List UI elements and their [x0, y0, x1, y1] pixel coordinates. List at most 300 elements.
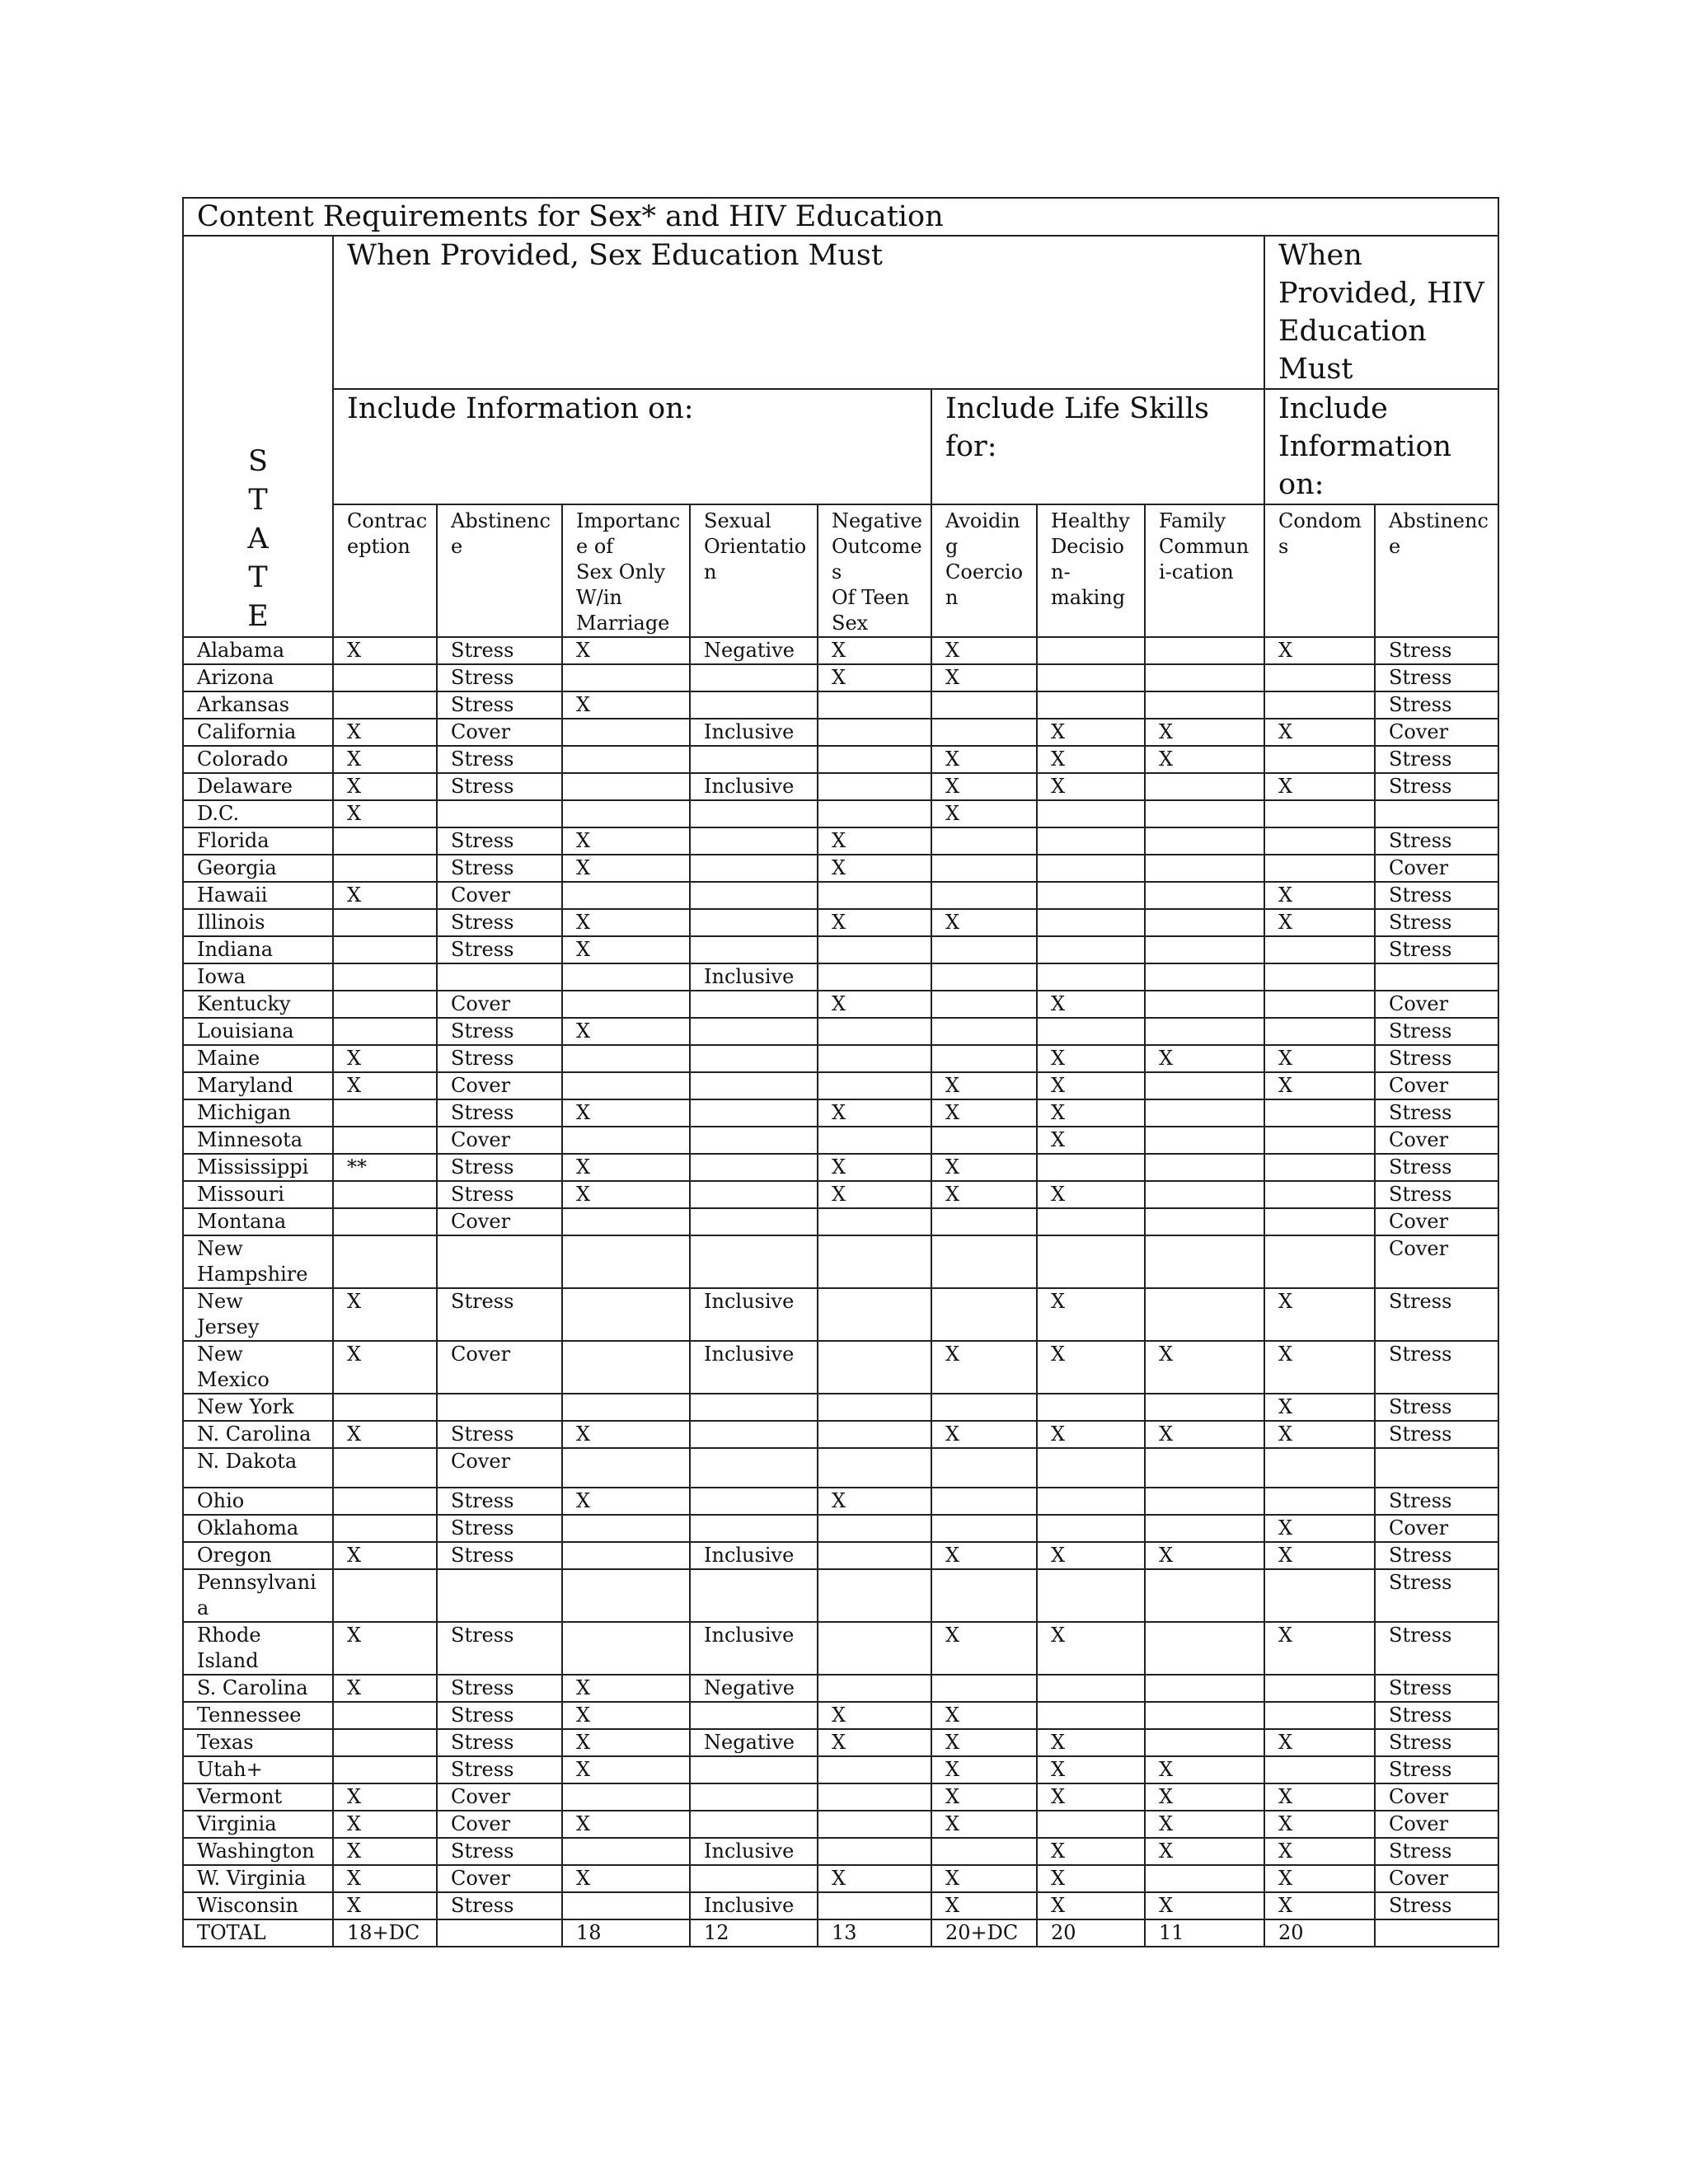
column-header-text: s — [832, 560, 842, 583]
cell-importance-of-sex-only-in-marriage — [562, 1448, 690, 1488]
cell-healthy-decision-making — [1037, 1811, 1145, 1838]
cell-importance-of-sex-only-in-marriage — [562, 746, 690, 773]
include-information-header: Include Information on: — [333, 389, 931, 504]
total-avoiding-coercion: 20+DC — [931, 1919, 1037, 1947]
cell-contraception: X — [333, 1072, 437, 1099]
table-row — [183, 963, 1498, 991]
cell-contraception: X — [333, 1288, 437, 1341]
cell-hiv-abstinence: Stress — [1375, 1018, 1498, 1045]
cell-hiv-abstinence: Stress — [1375, 882, 1498, 909]
cell-contraception: X — [333, 1045, 437, 1072]
cell-avoiding-coercion — [931, 882, 1037, 909]
column-header-text: n — [945, 586, 959, 609]
total-family-communication: 11 — [1145, 1919, 1264, 1947]
state-name — [183, 746, 333, 773]
cell-importance-of-sex-only-in-marriage — [562, 1127, 690, 1154]
cell-family-communication — [1145, 664, 1264, 691]
cell-avoiding-coercion — [931, 719, 1037, 746]
cell-contraception: X — [333, 773, 437, 800]
cell-sexual-orientation: Negative — [690, 637, 818, 664]
total-condoms: 20 — [1264, 1919, 1375, 1947]
cell-healthy-decision-making: X — [1037, 1045, 1145, 1072]
cell-contraception: X — [333, 1811, 437, 1838]
cell-abstinence: Cover — [437, 1865, 562, 1892]
column-header-avoiding-coercion — [931, 504, 1037, 637]
state-name-text: Tennessee — [197, 1704, 302, 1727]
column-header-negative-outcomes-of-teen-sex — [818, 504, 931, 637]
state-name — [183, 1892, 333, 1919]
cell-sexual-orientation — [690, 1421, 818, 1448]
cell-importance-of-sex-only-in-marriage: X — [562, 1099, 690, 1127]
cell-sexual-orientation — [690, 991, 818, 1018]
cell-healthy-decision-making: X — [1037, 1892, 1145, 1919]
cell-sexual-orientation — [690, 1569, 818, 1622]
cell-hiv-abstinence — [1375, 1448, 1498, 1488]
cell-healthy-decision-making — [1037, 1154, 1145, 1181]
cell-contraception — [333, 1127, 437, 1154]
cell-avoiding-coercion: X — [931, 664, 1037, 691]
state-name — [183, 882, 333, 909]
cell-hiv-abstinence: Stress — [1375, 1421, 1498, 1448]
cell-contraception — [333, 1729, 437, 1756]
cell-sexual-orientation: Inclusive — [690, 719, 818, 746]
cell-condoms — [1264, 1154, 1375, 1181]
cell-abstinence — [437, 963, 562, 991]
state-name-text: California — [197, 720, 297, 743]
cell-contraception: X — [333, 637, 437, 664]
cell-importance-of-sex-only-in-marriage — [562, 1892, 690, 1919]
table-row — [183, 1045, 1498, 1072]
cell-hiv-abstinence: Stress — [1375, 1892, 1498, 1919]
cell-condoms: X — [1264, 1072, 1375, 1099]
state-name-text: New — [197, 1343, 243, 1366]
total-row — [183, 1919, 1498, 1947]
cell-importance-of-sex-only-in-marriage: X — [562, 1702, 690, 1729]
state-name-text: Minnesota — [197, 1128, 303, 1151]
cell-hiv-abstinence: Stress — [1375, 664, 1498, 691]
cell-avoiding-coercion — [931, 1045, 1037, 1072]
state-name — [183, 1515, 333, 1542]
cell-contraception — [333, 1448, 437, 1488]
cell-family-communication — [1145, 1569, 1264, 1622]
cell-contraception: X — [333, 1341, 437, 1394]
cell-family-communication: X — [1145, 1783, 1264, 1811]
table-row — [183, 882, 1498, 909]
cell-contraception: X — [333, 882, 437, 909]
state-name — [183, 719, 333, 746]
cell-family-communication: X — [1145, 1892, 1264, 1919]
cell-family-communication: X — [1145, 1542, 1264, 1569]
cell-abstinence: Stress — [437, 1099, 562, 1127]
hiv-education-group-header: When Provided, HIV Education Must — [1264, 236, 1498, 389]
cell-condoms — [1264, 855, 1375, 882]
state-name-text: W. Virginia — [197, 1867, 307, 1890]
cell-avoiding-coercion: X — [931, 909, 1037, 936]
cell-negative-outcomes-of-teen-sex: X — [818, 1099, 931, 1127]
state-name-text: Hampshire — [197, 1263, 308, 1286]
cell-sexual-orientation — [690, 1702, 818, 1729]
state-name — [183, 827, 333, 855]
cell-negative-outcomes-of-teen-sex — [818, 1515, 931, 1542]
state-name-text: Oklahoma — [197, 1516, 299, 1540]
cell-condoms — [1264, 1488, 1375, 1515]
total-sexual-orientation: 12 — [690, 1919, 818, 1947]
state-name-text: Vermont — [197, 1785, 283, 1808]
cell-family-communication: X — [1145, 719, 1264, 746]
cell-sexual-orientation: Inclusive — [690, 1341, 818, 1394]
column-header-text: Abstinenc — [451, 509, 551, 532]
cell-family-communication — [1145, 1288, 1264, 1341]
table-row — [183, 1542, 1498, 1569]
cell-negative-outcomes-of-teen-sex — [818, 1208, 931, 1235]
cell-abstinence: Stress — [437, 691, 562, 719]
column-header-text: e — [1389, 535, 1401, 558]
cell-abstinence: Stress — [437, 855, 562, 882]
cell-importance-of-sex-only-in-marriage — [562, 882, 690, 909]
cell-healthy-decision-making — [1037, 664, 1145, 691]
column-header-text: n- — [1051, 560, 1071, 583]
cell-importance-of-sex-only-in-marriage: X — [562, 637, 690, 664]
state-name — [183, 664, 333, 691]
cell-importance-of-sex-only-in-marriage: X — [562, 1675, 690, 1702]
state-name-text: Pennsylvani — [197, 1571, 316, 1594]
column-header-text: Healthy — [1051, 509, 1130, 532]
state-name — [183, 1018, 333, 1045]
cell-avoiding-coercion — [931, 1675, 1037, 1702]
state-name-text: Mississippi — [197, 1155, 309, 1179]
cell-contraception — [333, 936, 437, 963]
cell-healthy-decision-making — [1037, 963, 1145, 991]
cell-abstinence: Cover — [437, 1448, 562, 1488]
cell-importance-of-sex-only-in-marriage — [562, 719, 690, 746]
cell-negative-outcomes-of-teen-sex — [818, 1235, 931, 1288]
cell-condoms — [1264, 1675, 1375, 1702]
cell-abstinence: Stress — [437, 827, 562, 855]
cell-contraception — [333, 1569, 437, 1622]
state-name — [183, 1783, 333, 1811]
cell-healthy-decision-making — [1037, 1488, 1145, 1515]
table-row — [183, 1154, 1498, 1181]
column-header-text: e — [451, 535, 463, 558]
cell-family-communication: X — [1145, 1341, 1264, 1394]
column-header-text: Abstinenc — [1389, 509, 1489, 532]
cell-healthy-decision-making: X — [1037, 991, 1145, 1018]
state-name — [183, 1675, 333, 1702]
cell-negative-outcomes-of-teen-sex: X — [818, 637, 931, 664]
cell-importance-of-sex-only-in-marriage — [562, 1072, 690, 1099]
cell-negative-outcomes-of-teen-sex: X — [818, 1488, 931, 1515]
cell-avoiding-coercion: X — [931, 1542, 1037, 1569]
cell-negative-outcomes-of-teen-sex: X — [818, 855, 931, 882]
total-label: TOTAL — [183, 1919, 333, 1947]
cell-abstinence — [437, 1569, 562, 1622]
state-name — [183, 691, 333, 719]
cell-family-communication — [1145, 963, 1264, 991]
cell-abstinence: Cover — [437, 1208, 562, 1235]
cell-hiv-abstinence: Stress — [1375, 1045, 1498, 1072]
table-row — [183, 1756, 1498, 1783]
cell-negative-outcomes-of-teen-sex — [818, 1421, 931, 1448]
cell-hiv-abstinence: Stress — [1375, 691, 1498, 719]
cell-healthy-decision-making: X — [1037, 1288, 1145, 1341]
cell-avoiding-coercion: X — [931, 1865, 1037, 1892]
cell-sexual-orientation — [690, 1072, 818, 1099]
total-contraception: 18+DC — [333, 1919, 437, 1947]
table-row — [183, 800, 1498, 827]
cell-importance-of-sex-only-in-marriage — [562, 1045, 690, 1072]
table-row — [183, 1838, 1498, 1865]
table-row — [183, 1394, 1498, 1421]
cell-sexual-orientation — [690, 746, 818, 773]
table-title: Content Requirements for Sex* and HIV Education — [183, 198, 1498, 236]
cell-avoiding-coercion: X — [931, 1099, 1037, 1127]
cell-negative-outcomes-of-teen-sex — [818, 1448, 931, 1488]
cell-contraception: X — [333, 1542, 437, 1569]
cell-negative-outcomes-of-teen-sex: X — [818, 1181, 931, 1208]
cell-importance-of-sex-only-in-marriage — [562, 1394, 690, 1421]
column-header-text: Importanc — [576, 509, 681, 532]
cell-hiv-abstinence: Cover — [1375, 1072, 1498, 1099]
column-header-importance-of-sex-only-in-marriage — [562, 504, 690, 637]
cell-hiv-abstinence: Stress — [1375, 1838, 1498, 1865]
state-name-text: Hawaii — [197, 883, 268, 907]
table-row — [183, 1127, 1498, 1154]
column-header-text: Sexual — [704, 509, 771, 532]
cell-negative-outcomes-of-teen-sex — [818, 1675, 931, 1702]
cell-condoms: X — [1264, 719, 1375, 746]
cell-healthy-decision-making: X — [1037, 773, 1145, 800]
cell-healthy-decision-making: X — [1037, 1181, 1145, 1208]
cell-healthy-decision-making — [1037, 909, 1145, 936]
cell-abstinence: Stress — [437, 909, 562, 936]
column-header-text: W/in — [576, 586, 622, 609]
cell-abstinence: Cover — [437, 1072, 562, 1099]
table-row — [183, 1569, 1498, 1622]
cell-negative-outcomes-of-teen-sex — [818, 1127, 931, 1154]
cell-abstinence: Stress — [437, 746, 562, 773]
cell-hiv-abstinence: Stress — [1375, 1622, 1498, 1675]
cell-sexual-orientation — [690, 909, 818, 936]
cell-family-communication — [1145, 1127, 1264, 1154]
cell-negative-outcomes-of-teen-sex — [818, 1542, 931, 1569]
state-name-text: Maryland — [197, 1074, 293, 1097]
cell-abstinence: Stress — [437, 1018, 562, 1045]
cell-importance-of-sex-only-in-marriage — [562, 1341, 690, 1394]
cell-condoms: X — [1264, 1394, 1375, 1421]
cell-family-communication — [1145, 637, 1264, 664]
cell-negative-outcomes-of-teen-sex: X — [818, 1865, 931, 1892]
cell-importance-of-sex-only-in-marriage: X — [562, 827, 690, 855]
cell-avoiding-coercion — [931, 1235, 1037, 1288]
cell-condoms — [1264, 1208, 1375, 1235]
cell-abstinence: Stress — [437, 773, 562, 800]
cell-hiv-abstinence: Cover — [1375, 1208, 1498, 1235]
cell-family-communication: X — [1145, 1756, 1264, 1783]
cell-contraception — [333, 691, 437, 719]
table-row — [183, 1341, 1498, 1394]
cell-importance-of-sex-only-in-marriage: X — [562, 909, 690, 936]
cell-condoms — [1264, 1569, 1375, 1622]
cell-condoms: X — [1264, 1515, 1375, 1542]
cell-family-communication — [1145, 1154, 1264, 1181]
cell-condoms: X — [1264, 1783, 1375, 1811]
cell-condoms — [1264, 1448, 1375, 1488]
cell-abstinence: Stress — [437, 637, 562, 664]
cell-hiv-abstinence: Stress — [1375, 827, 1498, 855]
column-header-text: Negative — [832, 509, 922, 532]
cell-avoiding-coercion: X — [931, 1756, 1037, 1783]
cell-sexual-orientation: Inclusive — [690, 773, 818, 800]
state-name — [183, 1622, 333, 1675]
cell-avoiding-coercion — [931, 1394, 1037, 1421]
cell-importance-of-sex-only-in-marriage: X — [562, 936, 690, 963]
cell-abstinence — [437, 1394, 562, 1421]
cell-sexual-orientation — [690, 1018, 818, 1045]
cell-condoms — [1264, 800, 1375, 827]
cell-hiv-abstinence: Stress — [1375, 1702, 1498, 1729]
column-header-text: Coercio — [945, 560, 1024, 583]
state-name — [183, 1208, 333, 1235]
cell-hiv-abstinence: Stress — [1375, 1288, 1498, 1341]
state-name-text: Louisiana — [197, 1019, 294, 1043]
column-header-text: Of Teen — [832, 586, 910, 609]
cell-hiv-abstinence: Stress — [1375, 936, 1498, 963]
cell-condoms — [1264, 691, 1375, 719]
cell-sexual-orientation — [690, 827, 818, 855]
cell-contraception: ** — [333, 1154, 437, 1181]
cell-importance-of-sex-only-in-marriage — [562, 1515, 690, 1542]
cell-family-communication: X — [1145, 1421, 1264, 1448]
cell-avoiding-coercion: X — [931, 1622, 1037, 1675]
cell-healthy-decision-making — [1037, 855, 1145, 882]
cell-importance-of-sex-only-in-marriage: X — [562, 1181, 690, 1208]
cell-avoiding-coercion: X — [931, 637, 1037, 664]
state-name-text: Montana — [197, 1210, 287, 1233]
cell-avoiding-coercion — [931, 936, 1037, 963]
table-row — [183, 1099, 1498, 1127]
table-row — [183, 1288, 1498, 1341]
table-row — [183, 1811, 1498, 1838]
cell-avoiding-coercion — [931, 1488, 1037, 1515]
cell-condoms — [1264, 1099, 1375, 1127]
cell-healthy-decision-making: X — [1037, 1729, 1145, 1756]
cell-avoiding-coercion — [931, 827, 1037, 855]
state-name-text: Texas — [197, 1731, 254, 1754]
column-header-text: Orientatio — [704, 535, 807, 558]
cell-abstinence: Stress — [437, 1288, 562, 1341]
cell-family-communication — [1145, 1702, 1264, 1729]
cell-avoiding-coercion — [931, 1288, 1037, 1341]
cell-family-communication — [1145, 855, 1264, 882]
cell-sexual-orientation — [690, 1783, 818, 1811]
cell-abstinence: Stress — [437, 664, 562, 691]
cell-avoiding-coercion — [931, 1515, 1037, 1542]
cell-abstinence: Stress — [437, 1421, 562, 1448]
cell-avoiding-coercion: X — [931, 800, 1037, 827]
column-header-text: g — [945, 535, 959, 558]
table-row — [183, 1729, 1498, 1756]
state-name-text: S. Carolina — [197, 1676, 308, 1699]
cell-family-communication — [1145, 1488, 1264, 1515]
cell-condoms: X — [1264, 882, 1375, 909]
cell-abstinence: Cover — [437, 1811, 562, 1838]
cell-negative-outcomes-of-teen-sex — [818, 1756, 931, 1783]
cell-sexual-orientation — [690, 664, 818, 691]
cell-avoiding-coercion — [931, 691, 1037, 719]
cell-condoms — [1264, 827, 1375, 855]
state-name — [183, 1448, 333, 1488]
cell-importance-of-sex-only-in-marriage: X — [562, 691, 690, 719]
state-name — [183, 1045, 333, 1072]
state-name-text: Alabama — [197, 639, 285, 662]
cell-avoiding-coercion — [931, 1018, 1037, 1045]
cell-avoiding-coercion — [931, 1569, 1037, 1622]
cell-avoiding-coercion: X — [931, 1421, 1037, 1448]
cell-family-communication — [1145, 1181, 1264, 1208]
cell-hiv-abstinence: Stress — [1375, 1488, 1498, 1515]
cell-hiv-abstinence — [1375, 800, 1498, 827]
cell-sexual-orientation — [690, 855, 818, 882]
cell-condoms: X — [1264, 773, 1375, 800]
cell-healthy-decision-making: X — [1037, 746, 1145, 773]
cell-avoiding-coercion — [931, 855, 1037, 882]
cell-family-communication — [1145, 1622, 1264, 1675]
state-name — [183, 991, 333, 1018]
cell-abstinence: Stress — [437, 936, 562, 963]
cell-abstinence: Stress — [437, 1892, 562, 1919]
cell-avoiding-coercion: X — [931, 1181, 1037, 1208]
cell-healthy-decision-making: X — [1037, 1838, 1145, 1865]
column-header-hiv-abstinence — [1375, 504, 1498, 637]
cell-contraception: X — [333, 1675, 437, 1702]
column-header-text: Family — [1159, 509, 1226, 532]
cell-family-communication — [1145, 1072, 1264, 1099]
cell-avoiding-coercion: X — [931, 1072, 1037, 1099]
state-name — [183, 1421, 333, 1448]
column-header-text: making — [1051, 586, 1126, 609]
cell-healthy-decision-making — [1037, 936, 1145, 963]
cell-avoiding-coercion — [931, 963, 1037, 991]
state-name-text: a — [197, 1596, 209, 1619]
state-name — [183, 1288, 333, 1341]
table-row — [183, 1675, 1498, 1702]
cell-family-communication — [1145, 1865, 1264, 1892]
total-abstinence — [437, 1919, 562, 1947]
column-header-text: n — [704, 560, 717, 583]
table-row — [183, 1181, 1498, 1208]
cell-contraception: X — [333, 1865, 437, 1892]
cell-family-communication — [1145, 827, 1264, 855]
cell-hiv-abstinence: Stress — [1375, 1542, 1498, 1569]
cell-contraception: X — [333, 1838, 437, 1865]
cell-healthy-decision-making — [1037, 800, 1145, 827]
cell-contraception — [333, 1235, 437, 1288]
cell-importance-of-sex-only-in-marriage — [562, 1235, 690, 1288]
cell-condoms — [1264, 1018, 1375, 1045]
cell-hiv-abstinence: Cover — [1375, 719, 1498, 746]
cell-family-communication — [1145, 1515, 1264, 1542]
state-name-text: Indiana — [197, 938, 274, 961]
cell-contraception — [333, 1181, 437, 1208]
cell-condoms: X — [1264, 1729, 1375, 1756]
state-name-text: Illinois — [197, 911, 265, 934]
cell-healthy-decision-making — [1037, 1018, 1145, 1045]
cell-sexual-orientation — [690, 1448, 818, 1488]
cell-hiv-abstinence: Cover — [1375, 1127, 1498, 1154]
cell-contraception — [333, 855, 437, 882]
state-name-text: Ohio — [197, 1489, 245, 1512]
cell-abstinence: Stress — [437, 1515, 562, 1542]
